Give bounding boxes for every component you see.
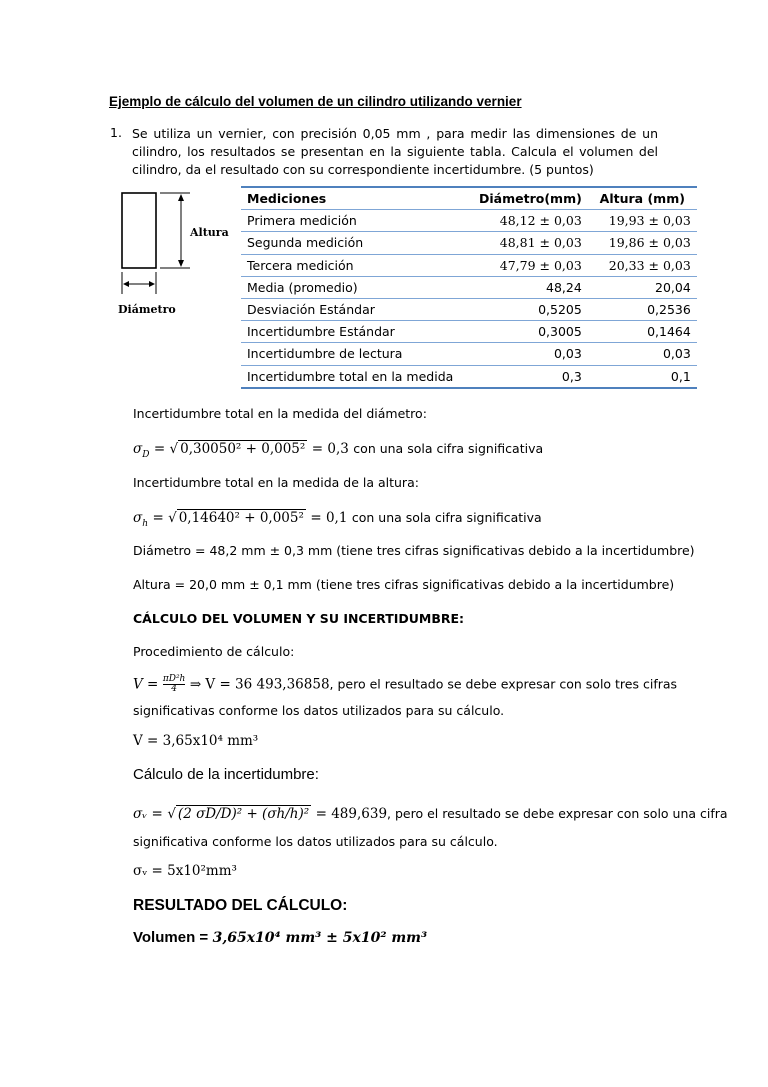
sigma-h-equation: $\sigma_h$ = √ 0,14640² + 0,005² = 0,1 con una sola cifra significativa — [133, 510, 542, 530]
problem-number: 1. — [110, 125, 122, 140]
cylinder-outline — [122, 193, 156, 268]
sigma-symbol: σ — [133, 441, 143, 457]
row-label: Incertidumbre total en la medida — [241, 365, 473, 388]
diameter-value: 47,79 ± 0,03 — [473, 254, 588, 276]
procedure-label: Procedimiento de cálculo: — [133, 644, 295, 659]
table-row — [241, 365, 697, 388]
result-value: 3,65x10⁴ mm³ ± 5x10² mm³ — [212, 930, 428, 946]
diameter-value: 0,5205 — [473, 298, 588, 320]
header-diameter: Diámetro(mm) — [473, 187, 588, 210]
volume-note: , pero el resultado se debe expresar con solo tres cifras — [329, 676, 678, 692]
height-result: Altura = 20,0 mm ± 0,1 mm (tiene tres cifras significativas debido a la incertidumbre) — [133, 577, 675, 592]
sigma-v-rounded: σᵥ = 5x10²mm³ — [133, 863, 237, 879]
height-value: 0,1 — [588, 365, 697, 388]
table-row — [241, 276, 697, 298]
row-label: Segunda medición — [241, 232, 473, 254]
sigma-v-note: , pero el resultado se debe expresar con solo una cifra — [387, 806, 728, 821]
sigma-symbol: σ — [133, 510, 143, 526]
volume-note-2: significativas conforme los datos utilizados para su cálculo. — [133, 703, 505, 718]
sig-fig-note: con una sola cifra significativa — [351, 510, 542, 525]
row-label: Incertidumbre Estándar — [241, 321, 473, 343]
sigma-d-result: = 0,3 — [311, 441, 349, 457]
sigma-v-result: = 489,639 — [315, 806, 388, 822]
sigma-subscript: h — [142, 519, 149, 530]
height-value: 19,86 ± 0,03 — [588, 232, 697, 254]
problem-text: Se utiliza un vernier, con precisión 0,05 mm , para medir las dimensiones de un cilindro, los resultados se presentan en la siguiente tabla. Calcula el volumen del cilindro, da el resultado con su correspondiente incertidumbre. (5 puntos) — [132, 126, 658, 177]
table-row — [241, 210, 697, 232]
header-measurements: Mediciones — [241, 187, 473, 210]
height-value: 0,2536 — [588, 298, 697, 320]
volume-value: ⇒ V = 36 493,36858 — [189, 676, 330, 693]
fraction-denominator: 4 — [171, 684, 177, 694]
height-arrow-top — [178, 194, 184, 201]
volume-rounded: V = 3,65x10⁴ mm³ — [133, 733, 259, 749]
diameter-value: 48,12 ± 0,03 — [473, 210, 588, 232]
header-height: Altura (mm) — [588, 187, 697, 210]
table-row — [241, 254, 697, 276]
table-header-row — [241, 187, 697, 210]
result-label: Volumen = — [133, 929, 209, 946]
sigma-v-lhs: σᵥ = — [133, 806, 163, 822]
height-value: 0,1464 — [588, 321, 697, 343]
volume-heading: CÁLCULO DEL VOLUMEN Y SU INCERTIDUMBRE: — [133, 611, 465, 626]
table-row — [241, 298, 697, 320]
diameter-value: 0,03 — [473, 343, 588, 365]
height-label: Altura — [190, 226, 229, 239]
sig-fig-note: con una sola cifra significativa — [353, 441, 544, 456]
volume-fraction — [163, 675, 186, 694]
height-value: 19,93 ± 0,03 — [588, 210, 697, 232]
diameter-arrow-left — [123, 281, 129, 287]
sigma-d-equation: $\sigma_D$ = √ 0,30050² + 0,005² = 0,3 con una sola cifra significativa — [133, 441, 544, 461]
measurements-table — [241, 186, 697, 389]
diameter-label: Diámetro — [118, 303, 176, 316]
diameter-value: 0,3 — [473, 365, 588, 388]
height-value: 0,03 — [588, 343, 697, 365]
row-label: Incertidumbre de lectura — [241, 343, 473, 365]
diameter-value: 48,24 — [473, 276, 588, 298]
row-label: Media (promedio) — [241, 276, 473, 298]
diameter-arrow-right — [149, 281, 155, 287]
sigma-v-note-2: significativa conforme los datos utilizados para su cálculo. — [133, 834, 498, 849]
height-value: 20,04 — [588, 276, 697, 298]
row-label: Desviación Estándar — [241, 298, 473, 320]
sigma-h-result: = 0,1 — [310, 510, 348, 526]
table-row — [241, 232, 697, 254]
sigma-h-radicand: 0,14640² + 0,005² — [178, 510, 304, 526]
diameter-value: 0,3005 — [473, 321, 588, 343]
diameter-uncertainty-label: Incertidumbre total en la medida del diámetro: — [133, 406, 427, 421]
row-label: Primera medición — [241, 210, 473, 232]
height-value: 20,33 ± 0,03 — [588, 254, 697, 276]
diameter-value: 48,81 ± 0,03 — [473, 232, 588, 254]
volume-equation — [133, 675, 677, 694]
height-uncertainty-label: Incertidumbre total en la medida de la altura: — [133, 475, 419, 490]
row-label: Tercera medición — [241, 254, 473, 276]
page-title: Ejemplo de cálculo del volumen de un cilindro utilizando vernier — [109, 94, 522, 109]
sigma-d-radicand: 0,30050² + 0,005² — [180, 441, 306, 457]
result-heading: RESULTADO DEL CÁLCULO: — [133, 897, 348, 914]
diameter-result: Diámetro = 48,2 mm ± 0,3 mm (tiene tres cifras significativas debido a la incertidumbre) — [133, 543, 695, 558]
uncertainty-calc-heading: Cálculo de la incertidumbre: — [133, 766, 319, 783]
height-arrow-bottom — [178, 260, 184, 267]
sigma-subscript: D — [142, 450, 150, 461]
final-result — [133, 929, 427, 947]
sigma-v-radicand: (2 σD/D)² + (σh/h)² — [177, 806, 310, 822]
fraction-numerator: πD²h — [162, 674, 186, 684]
sigma-v-equation: σᵥ = √ (2 σD/D)² + (σh/h)² = 489,639, pero el resultado se debe expresar con solo una cifra — [133, 806, 728, 822]
table-row — [241, 343, 697, 365]
table-row — [241, 321, 697, 343]
volume-lhs: V = — [133, 676, 159, 693]
